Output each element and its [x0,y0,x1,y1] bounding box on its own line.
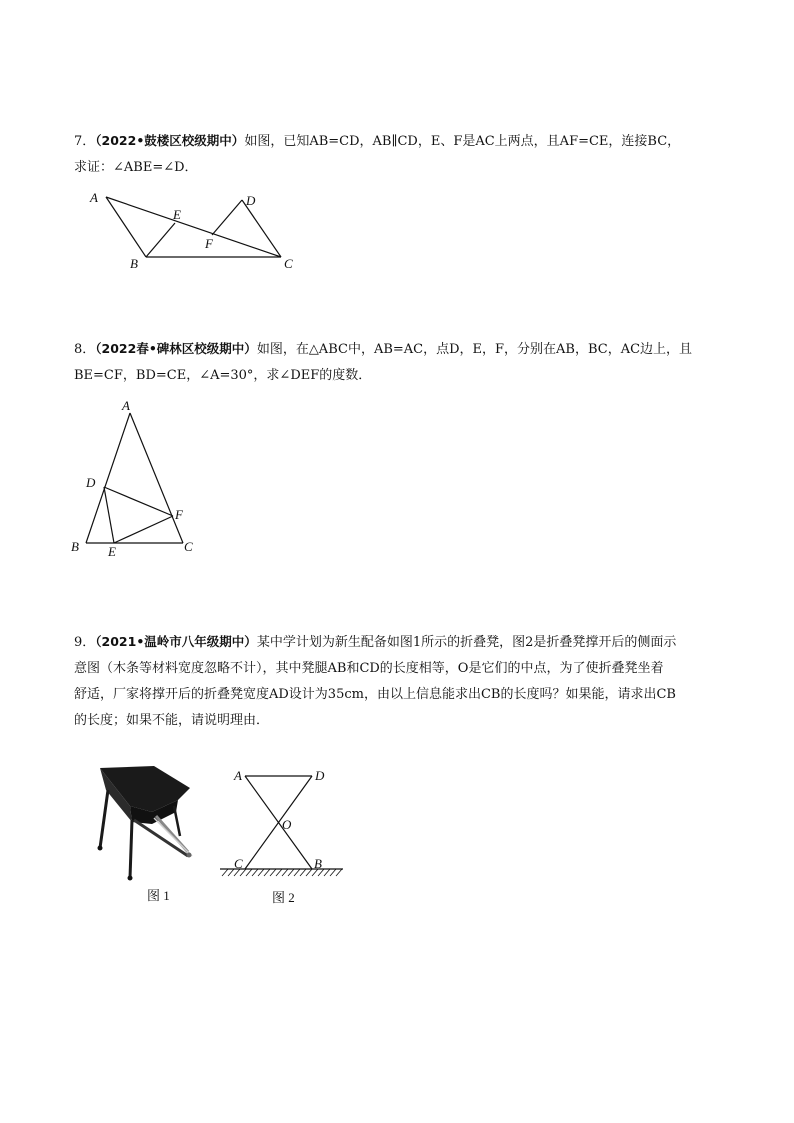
question-number: 7． [74,134,96,149]
label-e: E [108,544,116,559]
label-o: O [282,817,292,832]
label-d: D [315,768,325,783]
segment-be [146,223,175,257]
segment-ab [106,197,146,257]
label-f: F [205,236,213,251]
label-d: D [246,193,256,208]
question-9-line-2: 意图（木条等材料宽度忽略不计），其中凳腿AB和CD的长度相等，O是它们的中点，为了使折叠凳坐着 [74,661,664,676]
question-7-line-1 [74,128,724,155]
question-9-line-3: 舒适，厂家将撑开后的折叠凳宽度AD设计为35cm，由以上信息能求出CB的长度吗？如果能，请求出CB [74,687,676,702]
label-b: B [314,856,322,871]
segment-df [104,487,173,516]
question-7-line-2: 求证：∠ABE=∠D． [74,160,198,175]
label-b: B [130,256,138,271]
question-7 [74,128,724,181]
q9-figure-2-diagram [218,762,348,910]
segment-dc [242,200,281,257]
stool-picture [98,766,193,881]
label-a: A [234,768,242,783]
label-c: C [234,856,243,871]
question-source: （2022•鼓楼区校级期中） [95,133,245,148]
segment-de [104,487,114,543]
question-9-line-4: 的长度；如果不能，请说明理由． [74,713,270,728]
label-a: A [90,190,98,205]
question-source: （2022春•碑林区校级期中） [95,341,257,356]
label-a: A [122,398,130,413]
question-9 [74,629,724,734]
question-text: 某中学计划为新生配备如图1所示的折叠凳，图2是折叠凳撑开后的侧面示 [256,635,677,650]
question-8-line-1 [74,336,724,363]
label-b: B [71,539,79,554]
q9-figure-1-stool [92,760,207,908]
question-9-line-1 [74,629,724,656]
label-f: F [175,507,183,522]
figure-2-caption: 图 2 [272,890,295,905]
label-e: E [173,207,181,222]
figure-1-caption: 图 1 [147,888,170,903]
segment-fd [212,200,242,235]
q7-figure [80,188,310,273]
question-8 [74,336,724,389]
question-text: 如图，已知AB=CD，AB∥CD，E、F是AC上两点，且AF=CE，连接BC， [244,134,681,149]
label-c: C [284,256,293,271]
question-8-line-2: BE=CF，BD=CE，∠A=30°，求∠DEF的度数． [74,368,372,383]
question-text: 如图，在△ABC中，AB=AC，点D，E，F，分别在AB，BC，AC边上，且 [256,342,693,357]
question-source: （2021•温岭市八年级期中） [95,634,257,649]
segment-ef [114,516,173,543]
question-number: 9． [74,635,96,650]
label-d: D [86,475,96,490]
label-c: C [184,539,193,554]
question-number: 8． [74,342,96,357]
q8-figure [66,396,206,561]
